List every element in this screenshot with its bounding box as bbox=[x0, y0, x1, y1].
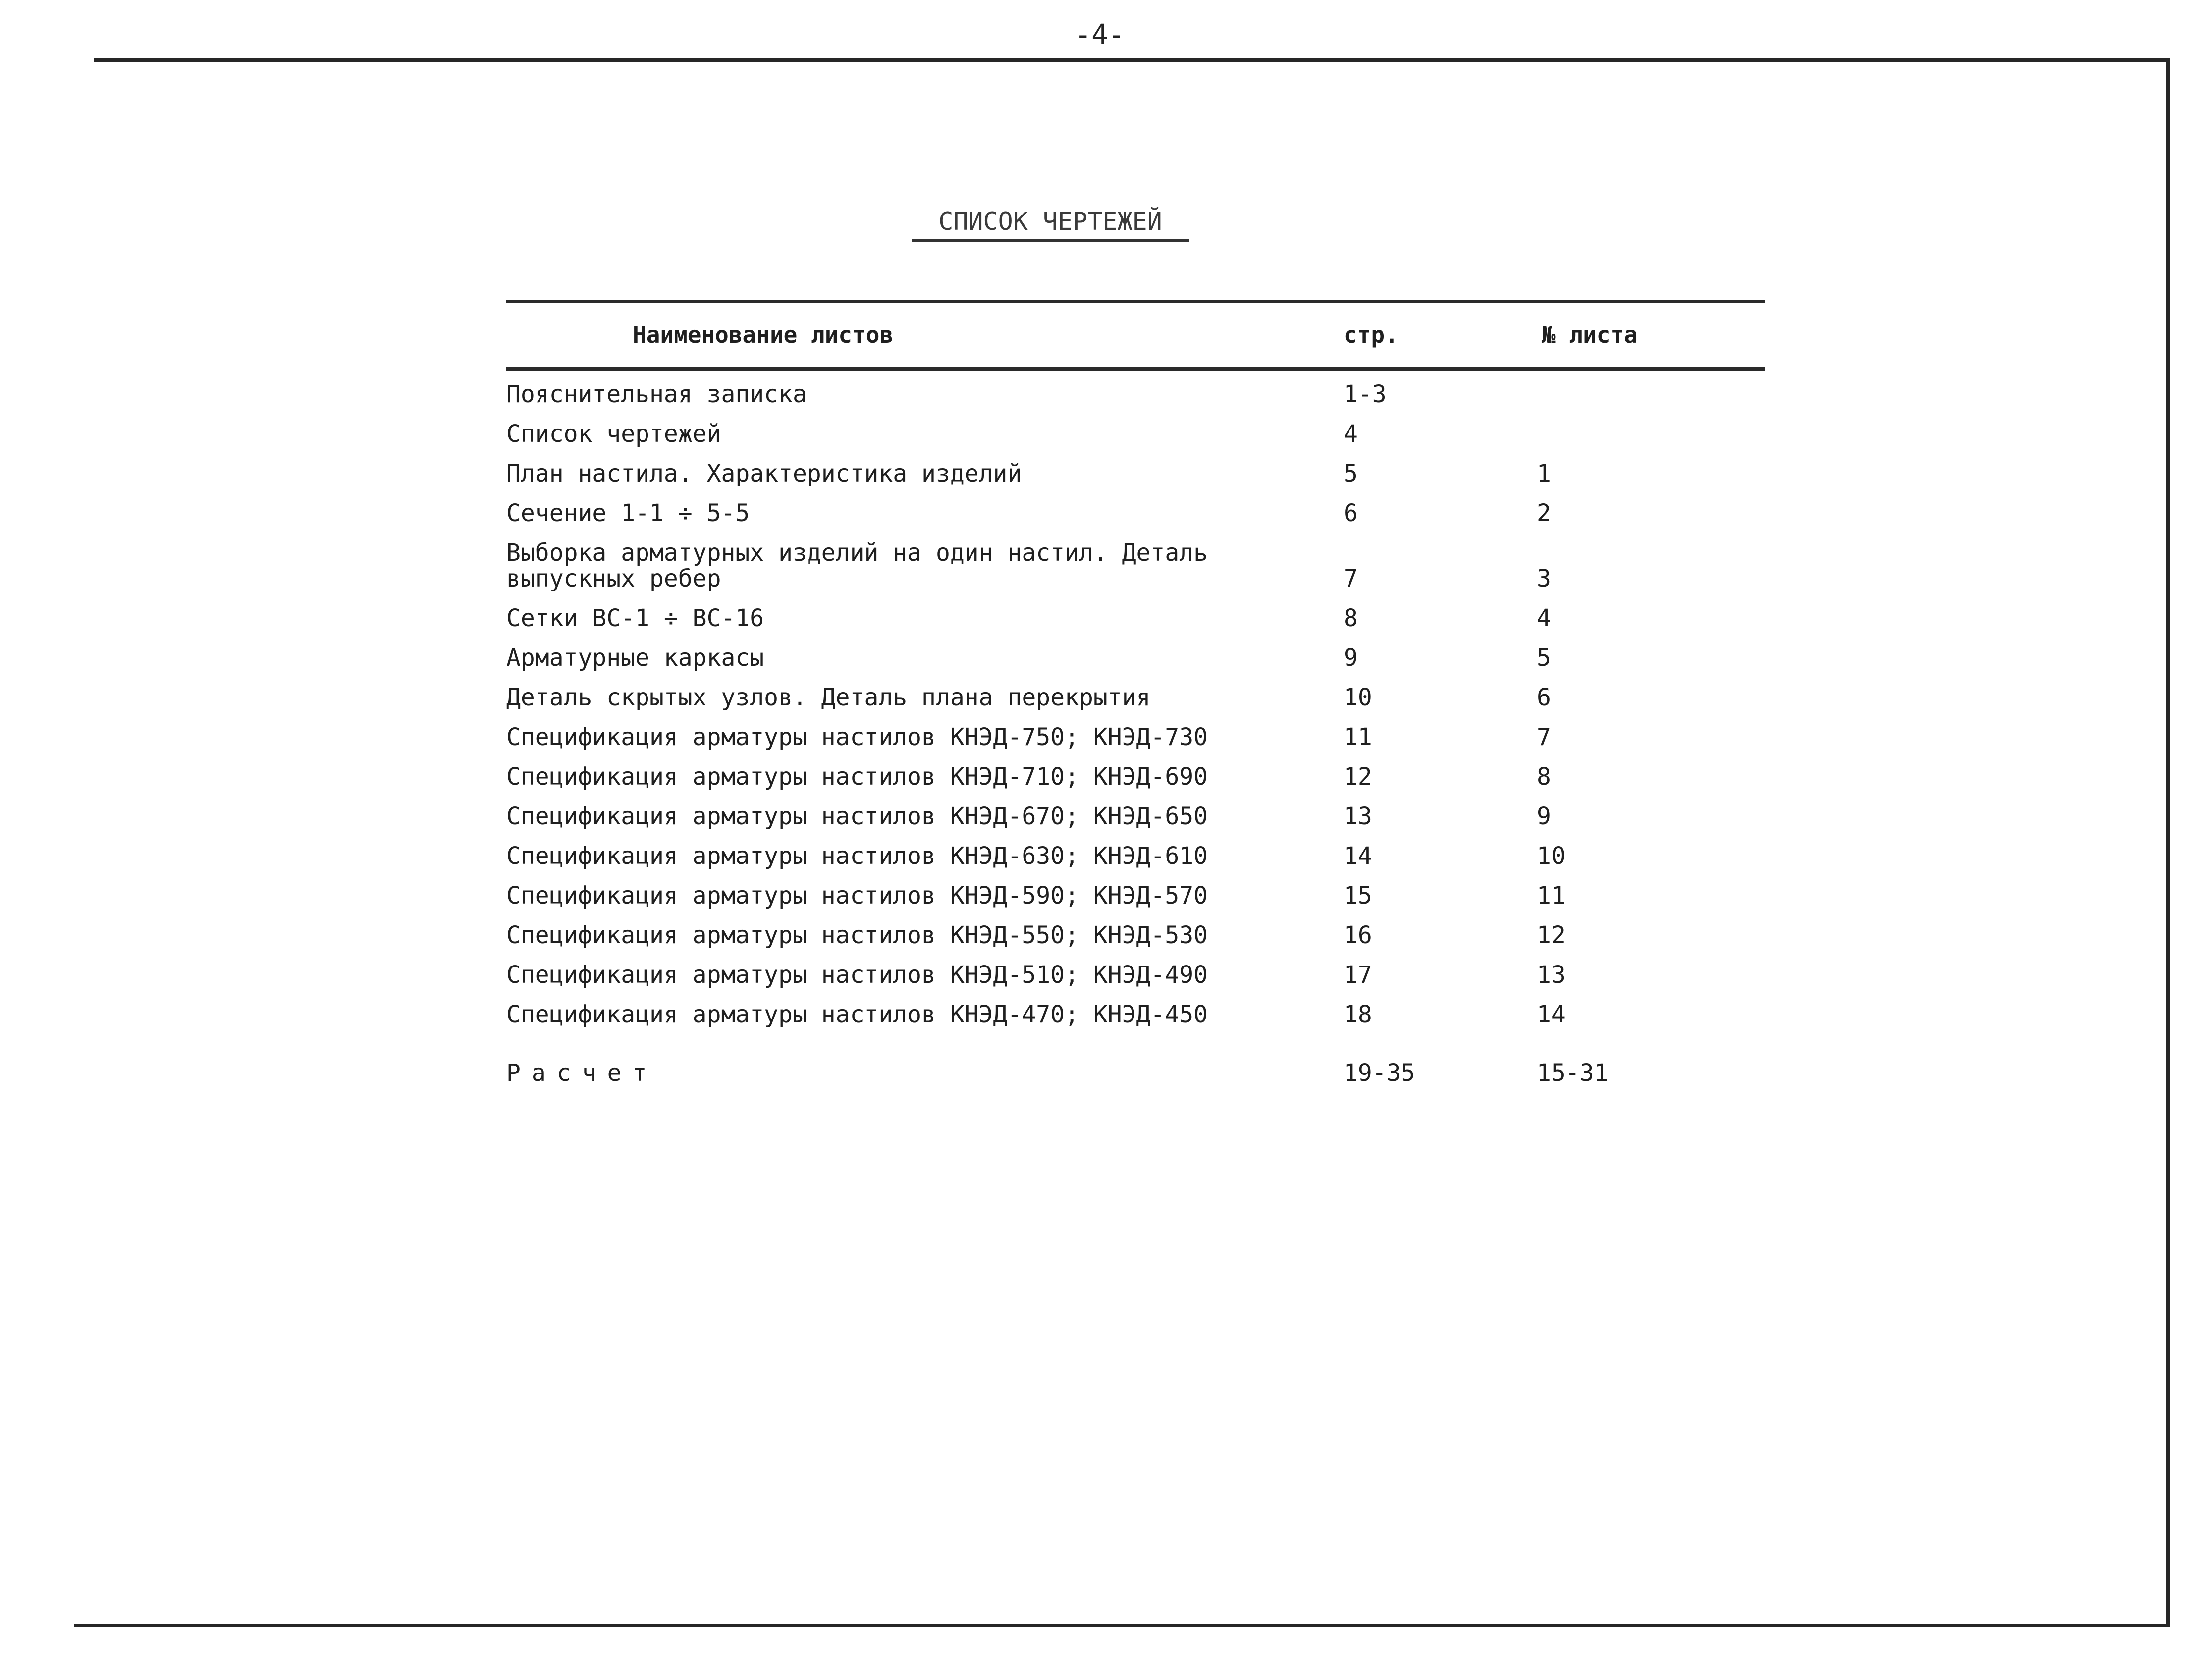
row-page: 16 bbox=[1344, 921, 1372, 949]
frame-top-border bbox=[94, 58, 2170, 62]
row-page: 8 bbox=[1344, 604, 1358, 632]
table-row bbox=[506, 843, 1765, 883]
table-row bbox=[506, 764, 1765, 804]
drawings-table bbox=[506, 300, 1765, 1100]
row-page: 14 bbox=[1344, 842, 1372, 870]
header-sheet: № листа bbox=[1542, 322, 1638, 348]
row-name: Выборка арматурных изделий на один настил. Деталь выпускных ребер bbox=[506, 539, 1208, 592]
row-sheet: 11 bbox=[1537, 882, 1565, 910]
table-row bbox=[506, 1002, 1765, 1041]
row-sheet: 5 bbox=[1537, 644, 1551, 672]
row-sheet: 1 bbox=[1537, 460, 1551, 487]
row-name: Спецификация арматуры настилов КНЭД-510; КНЭД-490 bbox=[506, 961, 1208, 989]
row-name: Пояснительная записка bbox=[506, 380, 807, 408]
row-name: Спецификация арматуры настилов КНЭД-590; КНЭД-570 bbox=[506, 882, 1208, 910]
table-top-rule bbox=[506, 300, 1765, 303]
row-name: Арматурные каркасы bbox=[506, 644, 764, 672]
row-page: 10 bbox=[1344, 684, 1372, 711]
frame-bottom-border bbox=[74, 1624, 2170, 1627]
table-row bbox=[506, 540, 1765, 605]
row-sheet: 9 bbox=[1537, 803, 1551, 830]
table-row bbox=[506, 685, 1765, 724]
row-name: Спецификация арматуры настилов КНЭД-550; КНЭД-530 bbox=[506, 921, 1208, 949]
header-page: стр. bbox=[1344, 322, 1399, 348]
row-page: 13 bbox=[1344, 803, 1372, 830]
table-row bbox=[506, 804, 1765, 843]
row-page: 1-3 bbox=[1344, 380, 1387, 408]
table-header bbox=[506, 303, 1765, 367]
table-row bbox=[506, 1060, 1765, 1100]
row-page: 15 bbox=[1344, 882, 1372, 910]
table-header-rule bbox=[506, 367, 1765, 371]
table-body bbox=[506, 381, 1765, 1100]
table-row bbox=[506, 500, 1765, 540]
row-sheet: 6 bbox=[1537, 684, 1551, 711]
document-title: СПИСОК ЧЕРТЕЖЕЙ bbox=[912, 207, 1189, 242]
frame-right-border bbox=[2166, 58, 2170, 1626]
row-sheet: 10 bbox=[1537, 842, 1565, 870]
page-number: -4- bbox=[1075, 19, 1125, 51]
row-page: 11 bbox=[1344, 723, 1372, 751]
row-name: Спецификация арматуры настилов КНЭД-750; КНЭД-730 bbox=[506, 723, 1208, 751]
row-page: 19-35 bbox=[1344, 1059, 1415, 1087]
row-name: План настила. Характеристика изделий bbox=[506, 460, 1022, 487]
row-name: Деталь скрытых узлов. Деталь плана перекрытия bbox=[506, 684, 1151, 711]
row-sheet: 13 bbox=[1537, 961, 1565, 989]
row-name: Спецификация арматуры настилов КНЭД-670; КНЭД-650 bbox=[506, 803, 1208, 830]
row-name: Сетки ВС-1 ÷ ВС-16 bbox=[506, 604, 764, 632]
row-name: Спецификация арматуры настилов КНЭД-470; КНЭД-450 bbox=[506, 1001, 1208, 1028]
row-sheet: 4 bbox=[1537, 604, 1551, 632]
row-name: Спецификация арматуры настилов КНЭД-630; КНЭД-610 bbox=[506, 842, 1208, 870]
row-sheet: 8 bbox=[1537, 763, 1551, 791]
row-page: 5 bbox=[1344, 460, 1358, 487]
row-page: 6 bbox=[1344, 499, 1358, 527]
row-sheet: 12 bbox=[1537, 921, 1565, 949]
row-page: 12 bbox=[1344, 763, 1372, 791]
table-row bbox=[506, 461, 1765, 500]
row-name: Сечение 1-1 ÷ 5-5 bbox=[506, 499, 750, 527]
row-name: Список чертежей bbox=[506, 420, 721, 448]
table-row bbox=[506, 381, 1765, 421]
table-row bbox=[506, 421, 1765, 461]
row-page: 9 bbox=[1344, 644, 1358, 672]
row-sheet: 15-31 bbox=[1537, 1059, 1609, 1087]
row-sheet: 14 bbox=[1537, 1001, 1565, 1028]
table-row bbox=[506, 922, 1765, 962]
row-name: Расчет bbox=[506, 1059, 658, 1087]
row-page: 4 bbox=[1344, 420, 1358, 448]
table-row bbox=[506, 605, 1765, 645]
table-row bbox=[506, 883, 1765, 922]
row-page: 18 bbox=[1344, 1001, 1372, 1028]
table-row bbox=[506, 962, 1765, 1002]
row-page: 7 bbox=[1344, 565, 1358, 592]
row-sheet: 3 bbox=[1537, 565, 1551, 592]
row-sheet: 2 bbox=[1537, 499, 1551, 527]
table-row bbox=[506, 724, 1765, 764]
row-page: 17 bbox=[1344, 961, 1372, 989]
row-sheet: 7 bbox=[1537, 723, 1551, 751]
table-row bbox=[506, 645, 1765, 685]
row-name: Спецификация арматуры настилов КНЭД-710; КНЭД-690 bbox=[506, 763, 1208, 791]
header-name: Наименование листов bbox=[633, 322, 894, 348]
